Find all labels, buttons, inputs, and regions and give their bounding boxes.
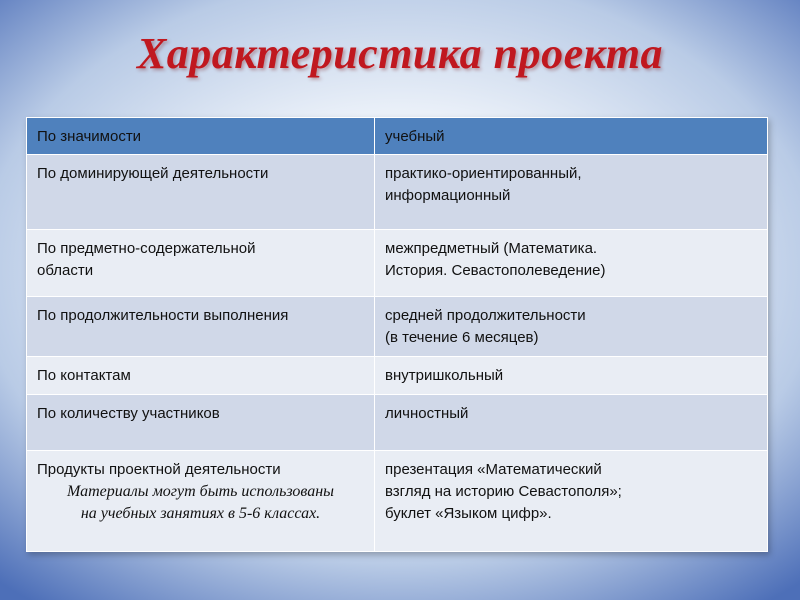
- row-label: По доминирующей деятельности: [27, 155, 375, 230]
- row-value-line: (в течение 6 месяцев): [385, 329, 539, 346]
- row-value-line: презентация «Математический: [385, 461, 602, 478]
- row-value-line: История. Севастополеведение): [385, 262, 606, 279]
- slide-title: Характеристика проекта: [136, 29, 664, 78]
- row-note-line: Материалы могут быть использованы: [67, 483, 334, 500]
- row-label-line: области: [37, 262, 94, 279]
- row-label: [27, 451, 375, 552]
- row-value-line: информационный: [385, 187, 511, 204]
- row-value: внутришкольный: [375, 357, 768, 395]
- row-value: [375, 297, 768, 357]
- row-label: По продолжительности выполнения: [27, 297, 375, 357]
- row-label: [27, 230, 375, 297]
- row-value-line: взгляд на историю Севастополя»;: [385, 483, 622, 500]
- project-characteristics-table: [26, 117, 768, 552]
- row-value-line: практико-ориентированный,: [385, 165, 582, 182]
- row-value: учебный: [375, 118, 768, 155]
- row-value: [375, 451, 768, 552]
- table-row: [27, 230, 768, 297]
- table-row: [27, 451, 768, 552]
- row-value-line: буклет «Языком цифр».: [385, 505, 552, 522]
- row-note-line: на учебных занятиях в 5-6 классах.: [80, 505, 321, 522]
- table-row: [27, 118, 768, 155]
- row-value: [375, 155, 768, 230]
- row-label: По контактам: [27, 357, 375, 395]
- row-value: [375, 230, 768, 297]
- row-label-line: Продукты проектной деятельности: [37, 461, 281, 478]
- row-value: личностный: [375, 395, 768, 451]
- row-value-line: средней продолжительности: [385, 307, 586, 324]
- row-value-line: межпредметный (Математика.: [385, 240, 598, 257]
- table-row: [27, 395, 768, 451]
- table-row: [27, 155, 768, 230]
- row-label: По значимости: [27, 118, 375, 155]
- row-label-line: По предметно-содержательной: [37, 240, 256, 257]
- row-label: По количеству участников: [27, 395, 375, 451]
- table-row: [27, 357, 768, 395]
- table-row: [27, 297, 768, 357]
